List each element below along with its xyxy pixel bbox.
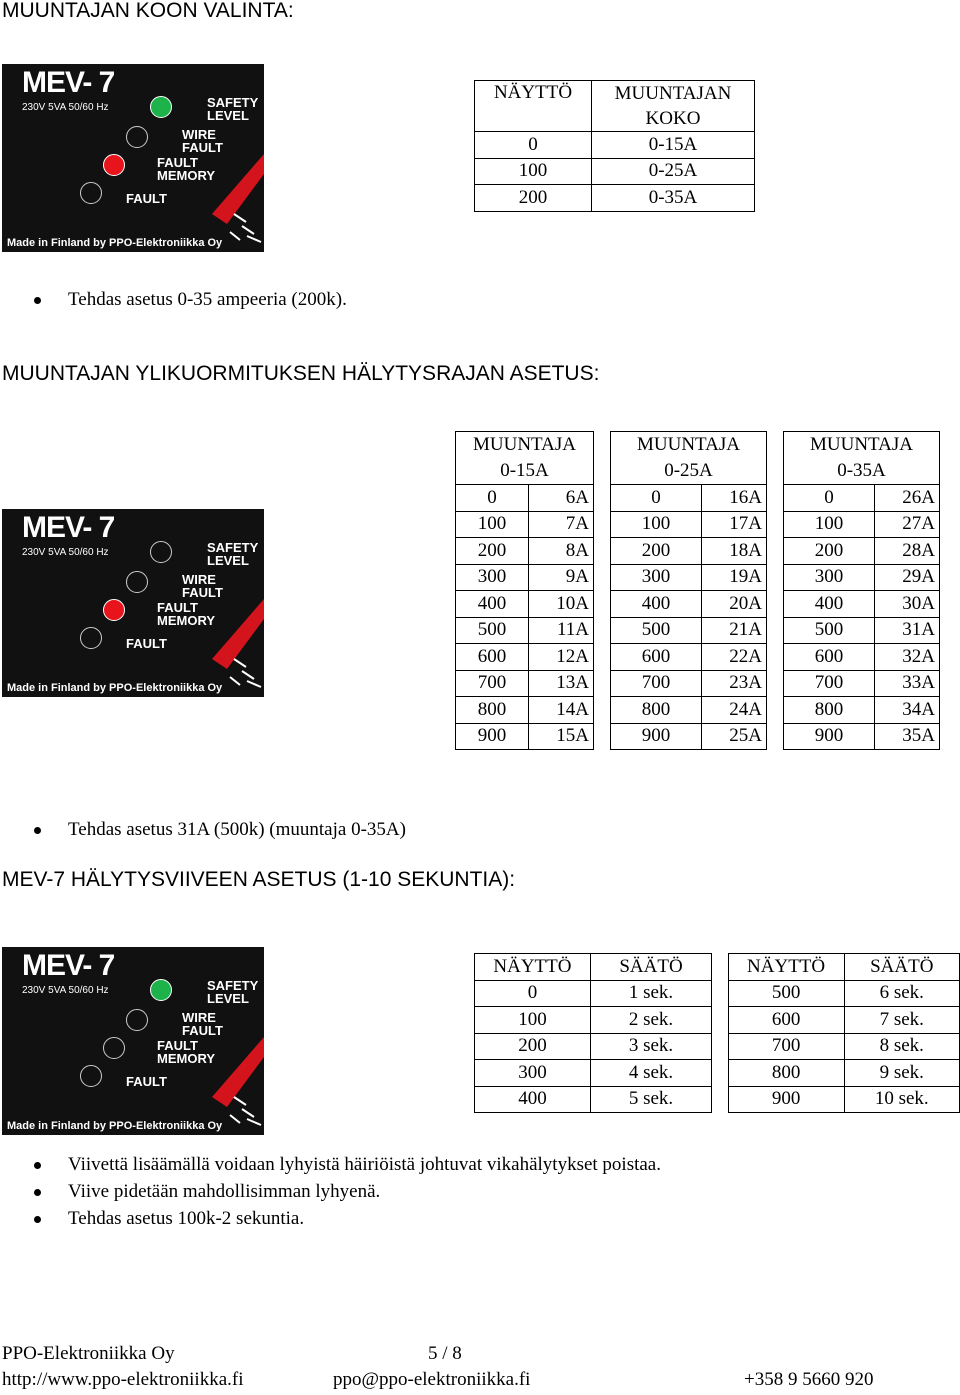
fault-memory-led-icon [103,1037,125,1059]
size-table [474,80,755,212]
table-cell: 400 [475,1086,591,1113]
section-title-size: MUUNTAJAN KOON VALINTA: [2,0,294,22]
table-row: 100 0-25A [475,158,755,185]
table-cell: 18A [702,538,767,565]
table-cell: 13A [529,670,594,697]
wire-fault-led-icon [126,1009,148,1031]
fault-led-icon [80,627,102,649]
table-cell: 10 sek. [844,1086,959,1113]
table-cell: 500 [784,617,875,644]
device-panel [2,509,264,697]
table-cell: 600 [728,1007,844,1034]
table-row [456,697,940,724]
table-cell: 34A [875,697,940,724]
table-cell: 100 [611,511,702,538]
footer-page-number: 5 / 8 [428,1343,462,1364]
table-cell: 600 [611,644,702,671]
device-spec: 230V 5VA 50/60 Hz [22,102,109,113]
table-cell: 6 sek. [844,980,959,1007]
table-cell: 600 [456,644,529,671]
safety-level-label: SAFETY LEVEL [207,978,259,1006]
bullet-icon [34,1162,41,1169]
table-row [475,1060,960,1087]
table-cell: 7A [529,511,594,538]
table-cell: 700 [611,670,702,697]
table-cell: 700 [728,1033,844,1060]
delay-table-header: NÄYTTÖ [728,954,844,981]
table-cell: 25A [702,723,767,750]
table-cell: 6A [529,485,594,512]
table-cell: 28A [875,538,940,565]
table-cell: 8 sek. [844,1033,959,1060]
table-row [456,538,940,565]
delay-table-header: SÄÄTÖ [590,954,711,981]
fault-led-icon [80,182,102,204]
table-cell: 10A [529,591,594,618]
table-cell: 26A [875,485,940,512]
device-panel [2,64,264,252]
table-row [456,617,940,644]
table-cell: 800 [456,697,529,724]
table-cell: 32A [875,644,940,671]
table-cell: 900 [728,1086,844,1113]
section-title-delay: MEV-7 HÄLYTYSVIIVEEN ASETUS (1-10 SEKUNTIA): [2,868,516,891]
table-row [456,564,940,591]
section-title-overload: MUUNTAJAN YLIKUORMITUKSEN HÄLYTYSRAJAN ASETUS: [2,362,600,385]
table-cell: 200 [475,1033,591,1060]
table-cell: 27A [875,511,940,538]
table-row [456,591,940,618]
table-cell: 500 [456,617,529,644]
table-cell: 800 [784,697,875,724]
table-cell: 2 sek. [590,1007,711,1034]
table-cell: 900 [456,723,529,750]
table-cell: 31A [875,617,940,644]
table-row [456,511,940,538]
table-cell: 100 [784,511,875,538]
table-cell: 300 [784,564,875,591]
table-cell: 30A [875,591,940,618]
fault-label: FAULT [126,636,167,651]
wire-fault-label: WIRE FAULT [182,572,223,600]
table-cell: 400 [456,591,529,618]
table-cell: 700 [456,670,529,697]
table-cell: 22A [702,644,767,671]
safety-level-led-icon [150,96,172,118]
device-spec: 230V 5VA 50/60 Hz [22,985,109,996]
table-cell: 100 [456,511,529,538]
table-cell: 19A [702,564,767,591]
size-table-header: NÄYTTÖ [475,81,592,132]
device-panel [2,947,264,1135]
table-row [475,980,960,1007]
device-made-in: Made in Finland by PPO-Elektroniikka Oy [7,1120,223,1132]
table-cell: 400 [784,591,875,618]
table-cell: 23A [702,670,767,697]
list-item: Viive pidetään mahdollisimman lyhyenä. [68,1181,380,1203]
table-cell: 700 [784,670,875,697]
table-cell: 14A [529,697,594,724]
table-cell: 33A [875,670,940,697]
list-item: Tehdas asetus 31A (500k) (muuntaja 0-35A) [68,819,406,841]
table-cell: 300 [475,1060,591,1087]
device-made-in: Made in Finland by PPO-Elektroniikka Oy [7,682,223,694]
safety-level-led-icon [150,541,172,563]
table-row [456,723,940,750]
delay-table-header: SÄÄTÖ [844,954,959,981]
table-cell: 200 [456,538,529,565]
footer-email-link[interactable]: ppo@ppo-elektroniikka.fi [333,1369,531,1390]
bullet-icon [34,297,41,304]
table-row: 0 0-15A [475,132,755,159]
table-cell: 16A [702,485,767,512]
table-row [456,644,940,671]
device-model: MEV- 7 [22,511,115,544]
table-cell: 24A [702,697,767,724]
table-cell: 9 sek. [844,1060,959,1087]
table-cell: 29A [875,564,940,591]
table-cell: 4 sek. [590,1060,711,1087]
table-cell: 3 sek. [590,1033,711,1060]
safety-level-led-icon [150,979,172,1001]
device-made-in: Made in Finland by PPO-Elektroniikka Oy [7,237,223,249]
wire-fault-label: WIRE FAULT [182,1010,223,1038]
footer-company: PPO-Elektroniikka Oy [2,1343,175,1364]
table-row [475,1086,960,1113]
fault-led-icon [80,1065,102,1087]
table-cell: 17A [702,511,767,538]
table-cell: 200 [784,538,875,565]
table-cell: 8A [529,538,594,565]
table-cell: 300 [456,564,529,591]
table-cell: 800 [728,1060,844,1087]
table-cell: 0 [475,980,591,1007]
fault-memory-label: FAULT MEMORY [157,600,216,628]
bullet-icon [34,1189,41,1196]
table-cell: 21A [702,617,767,644]
table-row [475,1033,960,1060]
wire-fault-label: WIRE FAULT [182,127,223,155]
table-cell: 800 [611,697,702,724]
table-cell: 15A [529,723,594,750]
table-cell: 0 [784,485,875,512]
table-cell: 0 [456,485,529,512]
fault-label: FAULT [126,1074,167,1089]
footer-phone: +358 9 5660 920 [744,1369,874,1390]
overload-table-header: MUUNTAJA 0-35A [784,432,940,485]
fault-label: FAULT [126,191,167,206]
overload-table-header: MUUNTAJA 0-15A [456,432,594,485]
overload-table-header: MUUNTAJA 0-25A [611,432,767,485]
wire-fault-led-icon [126,126,148,148]
warning-stripes-icon [2,509,264,697]
table-cell: 300 [611,564,702,591]
table-row [456,485,940,512]
list-item: Viivettä lisäämällä voidaan lyhyistä häiriöistä johtuvat vikahälytykset poistaa. [68,1154,661,1176]
table-cell: 7 sek. [844,1007,959,1034]
table-row [456,670,940,697]
bullet-icon [34,827,41,834]
fault-memory-led-icon [103,599,125,621]
fault-memory-label: FAULT MEMORY [157,1038,216,1066]
table-cell: 11A [529,617,594,644]
delay-table-header: NÄYTTÖ [475,954,591,981]
footer-website-link[interactable]: http://www.ppo-elektroniikka.fi [2,1369,244,1390]
safety-level-label: SAFETY LEVEL [207,95,259,123]
list-item: Tehdas asetus 100k-2 sekuntia. [68,1208,304,1230]
table-cell: 100 [475,1007,591,1034]
device-model: MEV- 7 [22,949,115,982]
wire-fault-led-icon [126,571,148,593]
table-cell: 35A [875,723,940,750]
table-cell: 500 [611,617,702,644]
device-model: MEV- 7 [22,66,115,99]
table-cell: 900 [784,723,875,750]
table-cell: 12A [529,644,594,671]
list-item: Tehdas asetus 0-35 ampeeria (200k). [68,289,347,311]
table-cell: 200 [611,538,702,565]
table-row: 200 0-35A [475,185,755,212]
safety-level-label: SAFETY LEVEL [207,540,259,568]
warning-stripes-icon [2,64,264,252]
size-table-header: MUUNTAJAN KOKO [592,81,755,132]
table-cell: 500 [728,980,844,1007]
fault-memory-led-icon [103,154,125,176]
bullet-icon [34,1216,41,1223]
table-cell: 400 [611,591,702,618]
delay-table [474,953,960,1113]
overload-table [455,431,940,750]
table-row [475,1007,960,1034]
table-cell: 0 [611,485,702,512]
table-cell: 9A [529,564,594,591]
warning-stripes-icon [2,947,264,1135]
table-cell: 1 sek. [590,980,711,1007]
table-cell: 5 sek. [590,1086,711,1113]
fault-memory-label: FAULT MEMORY [157,155,216,183]
table-cell: 600 [784,644,875,671]
table-cell: 900 [611,723,702,750]
table-cell: 20A [702,591,767,618]
device-spec: 230V 5VA 50/60 Hz [22,547,109,558]
